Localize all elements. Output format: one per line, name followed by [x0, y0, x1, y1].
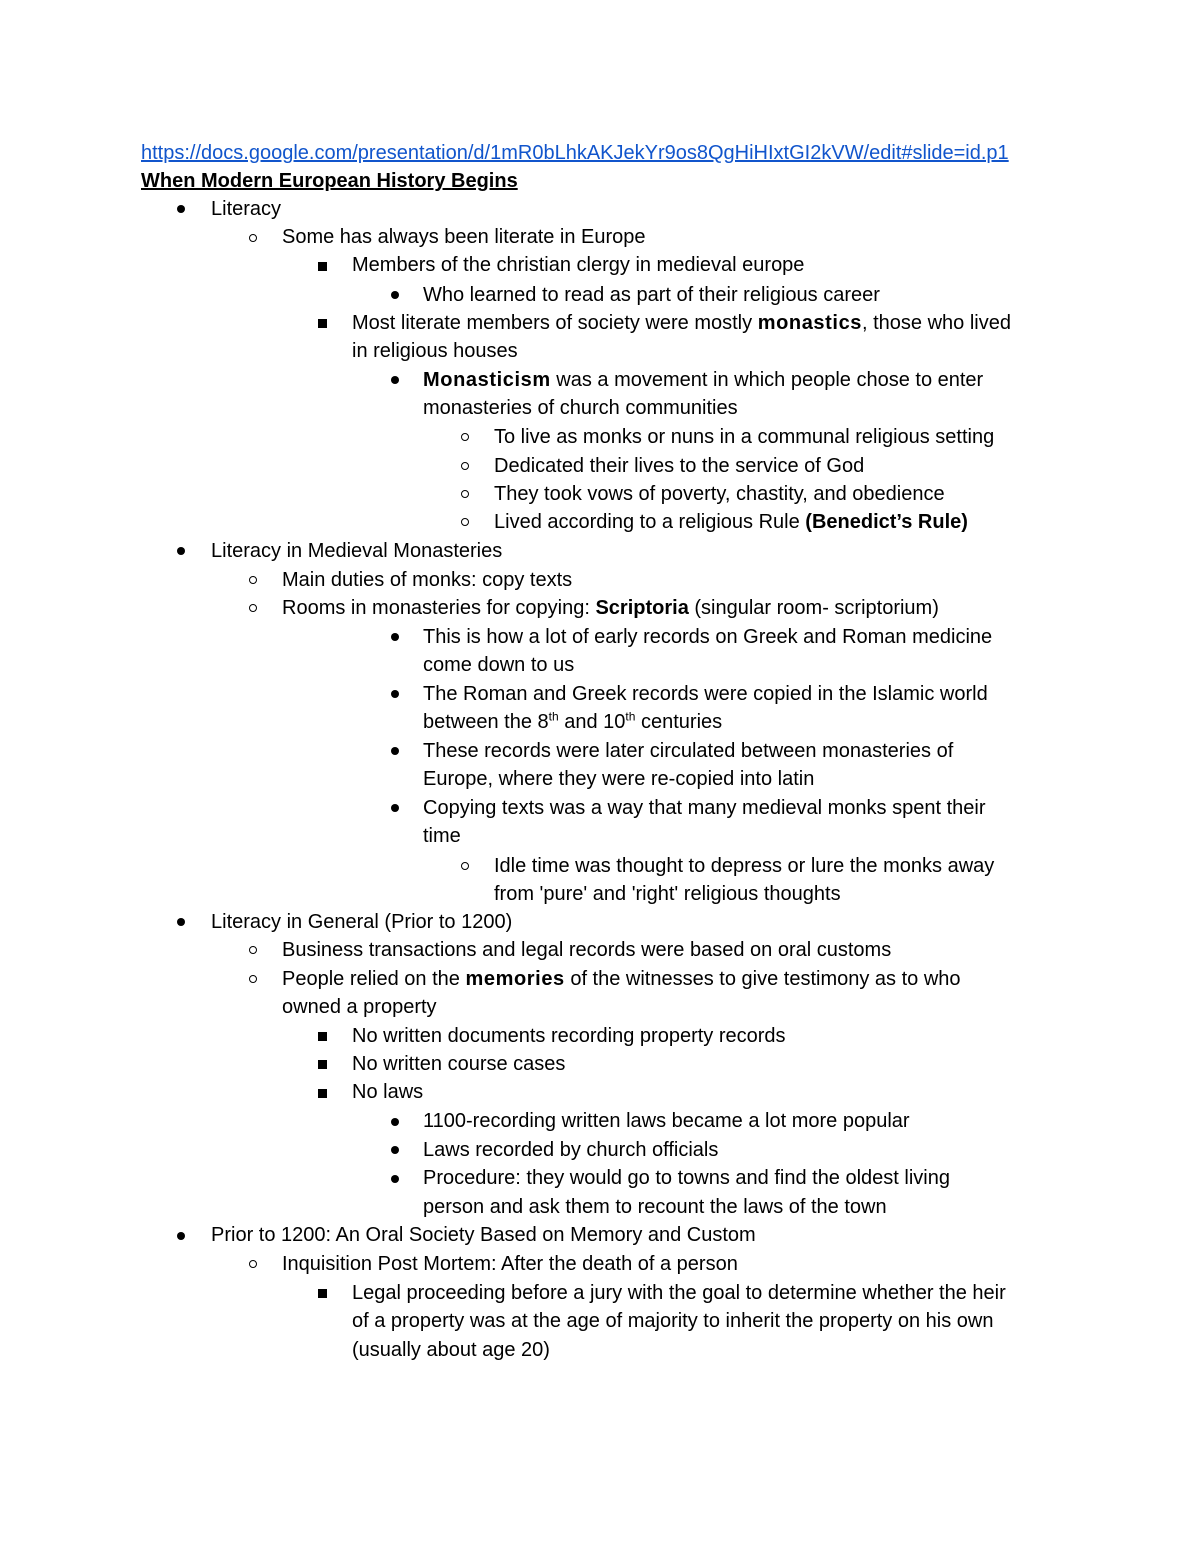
bullet-disc-icon [391, 376, 399, 384]
bullet-circle-icon [461, 433, 469, 441]
bullet-square-icon [318, 1060, 327, 1069]
list-item: No written documents recording property records [352, 1025, 786, 1047]
list-item: Literacy [211, 198, 282, 220]
bullet-circle-icon [461, 462, 469, 470]
list-item-continuation: from 'pure' and 'right' religious thoughts [494, 883, 841, 905]
list-item: No laws [352, 1081, 424, 1103]
bullet-circle-icon [249, 975, 257, 983]
bullet-disc-icon [391, 1118, 399, 1126]
list-item: Dedicated their lives to the service of God [494, 455, 865, 477]
list-item: Lived according to a religious Rule (Benedict’s Rule) [494, 511, 968, 533]
bullet-circle-icon [249, 234, 257, 242]
list-item-continuation: time [423, 825, 461, 847]
list-item: People relied on the memories of the witnesses to give testimony as to who [282, 968, 961, 990]
bullet-circle-icon [461, 862, 469, 870]
bullet-square-icon [318, 319, 327, 328]
bullet-square-icon [318, 1289, 327, 1298]
list-item-continuation: in religious houses [352, 340, 518, 362]
list-item-continuation: between the 8th and 10th centuries [423, 709, 723, 733]
list-item: Who learned to read as part of their religious career [423, 284, 880, 306]
bullet-square-icon [318, 1032, 327, 1041]
list-item: Members of the christian clergy in medieval europe [352, 254, 805, 276]
list-item: Literacy in General (Prior to 1200) [211, 911, 513, 933]
list-item-continuation: owned a property [282, 996, 437, 1018]
bullet-disc-icon [177, 918, 185, 926]
list-item: Idle time was thought to depress or lure the monks away [494, 855, 995, 877]
list-item: To live as monks or nuns in a communal religious setting [494, 426, 995, 448]
bullet-disc-icon [391, 747, 399, 755]
list-item: Literacy in Medieval Monasteries [211, 540, 503, 562]
presentation-link[interactable]: https://docs.google.com/presentation/d/1mR0bLhkAKJekYr9os8QgHiHIxtGI2kVW/edit#slide=id.p1 [141, 142, 1009, 164]
list-item-continuation: person and ask them to recount the laws of the town [423, 1196, 887, 1218]
list-item-continuation: Europe, where they were re-copied into latin [423, 768, 815, 790]
list-item-continuation: (usually about age 20) [352, 1339, 550, 1361]
bullet-circle-icon [249, 946, 257, 954]
list-item: Prior to 1200: An Oral Society Based on Memory and Custom [211, 1224, 756, 1246]
list-item: These records were later circulated between monasteries of [423, 740, 954, 762]
bullet-circle-icon [461, 518, 469, 526]
bullet-circle-icon [249, 604, 257, 612]
bullet-disc-icon [391, 291, 399, 299]
list-item: No written course cases [352, 1053, 566, 1075]
list-item: Most literate members of society were mostly monastics, those who lived [352, 312, 1011, 334]
bullet-disc-icon [391, 1175, 399, 1183]
bullet-disc-icon [177, 205, 185, 213]
list-item: Rooms in monasteries for copying: Scriptoria (singular room- scriptorium) [282, 597, 939, 619]
list-item: Main duties of monks: copy texts [282, 569, 573, 591]
bullet-square-icon [318, 1089, 327, 1098]
list-item: Business transactions and legal records were based on oral customs [282, 939, 892, 961]
list-item: Monasticism was a movement in which people chose to enter [423, 369, 984, 391]
bullet-circle-icon [249, 1260, 257, 1268]
bullet-square-icon [318, 262, 327, 271]
list-item-continuation: monasteries of church communities [423, 397, 738, 419]
list-item: Inquisition Post Mortem: After the death of a person [282, 1253, 738, 1275]
list-item: This is how a lot of early records on Greek and Roman medicine [423, 626, 993, 648]
bullet-disc-icon [391, 633, 399, 641]
list-item: They took vows of poverty, chastity, and obedience [494, 483, 945, 505]
list-item: Procedure: they would go to towns and find the oldest living [423, 1167, 950, 1189]
bullet-disc-icon [177, 547, 185, 555]
list-item: Copying texts was a way that many medieval monks spent their [423, 797, 986, 819]
bullet-circle-icon [249, 576, 257, 584]
bullet-disc-icon [177, 1232, 185, 1240]
bullet-circle-icon [461, 490, 469, 498]
list-item-continuation: of a property was at the age of majority to inherit the property on his own [352, 1310, 994, 1332]
list-item: The Roman and Greek records were copied in the Islamic world [423, 683, 988, 705]
bullet-disc-icon [391, 1146, 399, 1154]
list-item: 1100-recording written laws became a lot more popular [423, 1110, 910, 1132]
list-item: Laws recorded by church officials [423, 1139, 719, 1161]
document-title: When Modern European History Begins [141, 170, 518, 192]
list-item-continuation: come down to us [423, 654, 575, 676]
bullet-disc-icon [391, 690, 399, 698]
bullet-disc-icon [391, 804, 399, 812]
list-item: Legal proceeding before a jury with the goal to determine whether the heir [352, 1282, 1006, 1304]
list-item: Some has always been literate in Europe [282, 226, 646, 248]
